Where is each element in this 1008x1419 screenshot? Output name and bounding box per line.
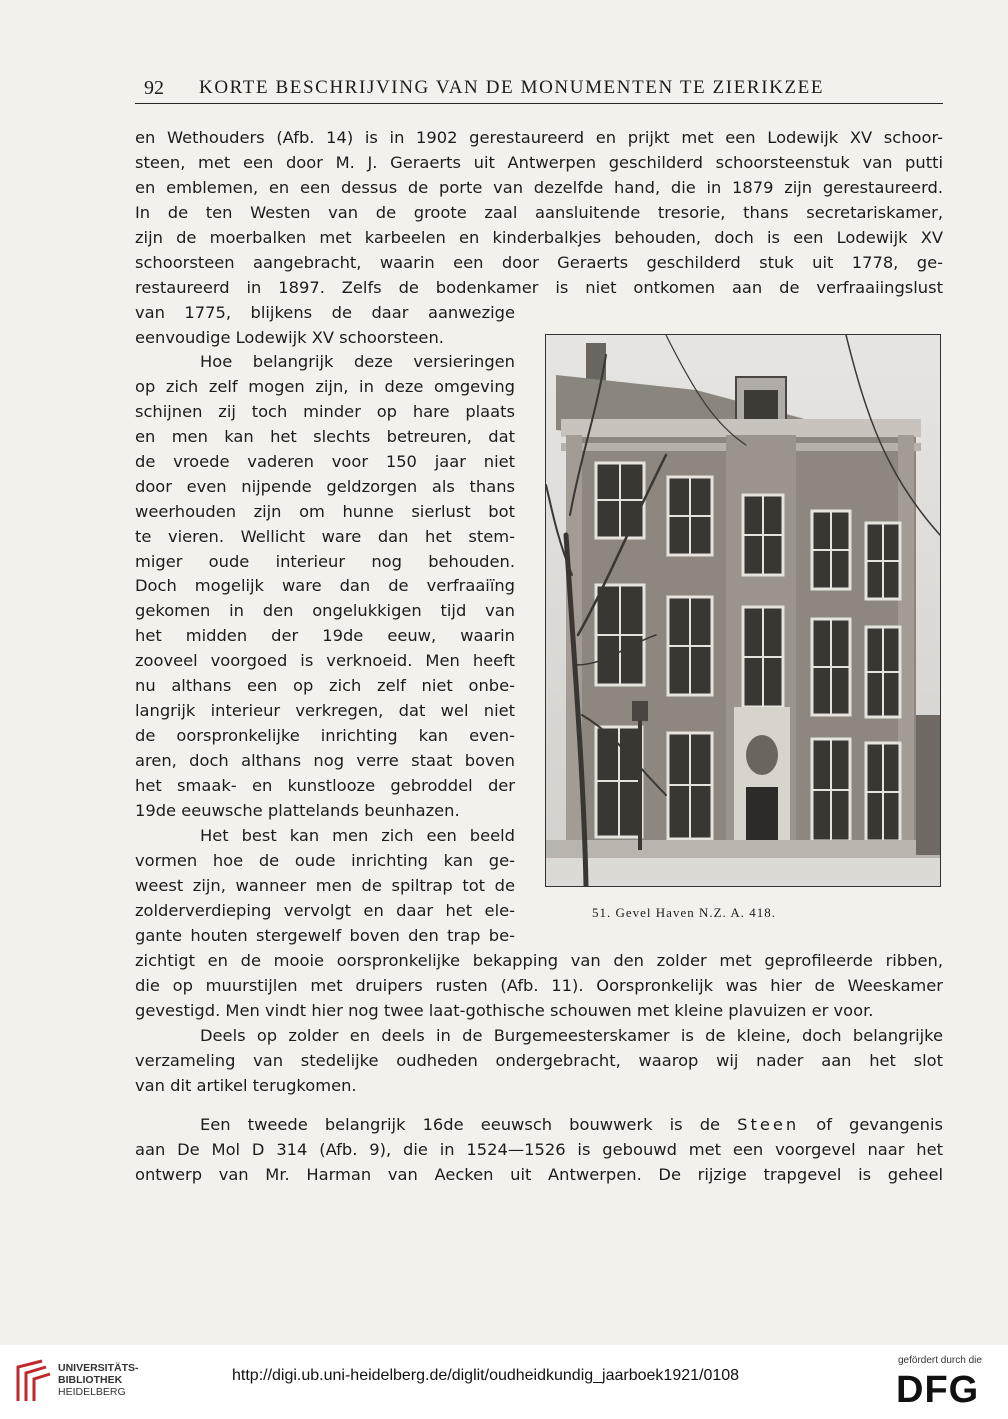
body-line: van 1775, blijkens de daar aanwezige	[135, 303, 515, 322]
body-line: nu althans een op zich zelf niet onbe-	[135, 676, 515, 695]
library-line: BIBLIOTHEK	[58, 1374, 123, 1386]
body-line: restaureerd in 1897. Zelfs de bodenkamer is niet ontkomen aan de verfraaiingslust	[135, 278, 943, 297]
body-line: door even nijpende geldzorgen als thans	[135, 477, 515, 496]
body-line: de oorspronkelijke inrichting kan even-	[135, 726, 515, 745]
text-segment: Een tweede belangrijk 16de eeuwsch bouwwerk is de	[200, 1115, 721, 1134]
body-line: het midden der 19de eeuw, waarin	[135, 626, 515, 645]
facade-illustration	[546, 335, 940, 886]
page-header	[135, 71, 943, 104]
body-line: en men kan het slechts betreuren, dat	[135, 427, 515, 446]
facade-photograph	[545, 334, 941, 887]
figure-caption: 51. Gevel Haven N.Z. A. 418.	[592, 905, 776, 920]
body-line: te vieren. Wellicht ware dan het stem-	[135, 527, 515, 546]
body-line: zolderverdieping vervolgt en daar het ele-	[135, 901, 515, 920]
body-line: schijnen zij toch minder op hare plaats	[135, 402, 515, 421]
emphasized-word: Steen	[737, 1115, 800, 1134]
body-line: schoorsteen aangebracht, waarin een door Geraerts geschilderd stuk uit 1778, ge-	[135, 253, 943, 272]
running-title: KORTE BESCHRIJVING VAN DE MONUMENTEN TE ZIERIKZEE	[199, 77, 825, 98]
body-line: steen, met een door M. J. Geraerts uit Antwerpen geschilderd schoorsteenstuk van putti	[135, 153, 943, 172]
body-line: verzameling van stedelijke oudheden ondergebracht, waarop wij nader aan het slot	[135, 1051, 943, 1070]
body-line: vormen hoe de oude inrichting kan ge-	[135, 851, 515, 870]
body-line: gekomen in den ongelukkigen tijd van	[135, 601, 515, 620]
body-line: gante houten stergewelf boven den trap be-	[135, 926, 515, 945]
university-library-logo	[12, 1357, 52, 1405]
body-line: van dit artikel terugkomen.	[135, 1076, 357, 1095]
body-line	[200, 1113, 943, 1138]
body-line: die op muurstijlen met druipers rusten (Afb. 11). Oorspronkelijk was hier de Weeskamer	[135, 976, 943, 995]
body-line: weerhouden zijn om hunne sierlust bot	[135, 502, 515, 521]
body-line: aren, doch althans nog verre staat boven	[135, 751, 515, 770]
body-line: aan De Mol D 314 (Afb. 9), die in 1524—1526 is gebouwd met een voorgevel naar het	[135, 1140, 943, 1159]
body-line: het smaak- en kunstlooze gebroddel der	[135, 776, 515, 795]
body-line: Doch mogelijk ware dan de verfraaiïng	[135, 576, 515, 595]
body-line: en emblemen, en een dessus de porte van dezelfde hand, die in 1879 zijn gerestaureerd.	[135, 178, 943, 197]
body-line: Het best kan men zich een beeld	[200, 826, 515, 845]
library-line: UNIVERSITÄTS-	[58, 1362, 139, 1374]
page-number: 92	[144, 77, 164, 99]
digital-library-link[interactable]: http://digi.ub.uni-heidelberg.de/diglit/oudheidkundig_jaarboek1921/0108	[232, 1367, 740, 1384]
body-line: zooveel voorgoed is verknoeid. Men heeft	[135, 651, 515, 670]
body-line: zichtigt en de mooie oorspronkelijke bekapping van den zolder met geprofileerde ribben,	[135, 951, 943, 970]
body-line: eenvoudige Lodewijk XV schoorsteen.	[135, 328, 444, 347]
text-segment: of gevangenis	[816, 1115, 944, 1134]
body-line: weest zijn, wanneer men de spiltrap tot de	[135, 876, 515, 895]
body-line: zijn de moerbalken met karbeelen en kinderbalkjes behouden, doch is een Lodewijk XV	[135, 228, 943, 247]
body-line: Hoe belangrijk deze versieringen	[200, 352, 515, 371]
body-line: miger oude interieur nog behouden.	[135, 552, 515, 571]
funded-by-label: gefördert durch die	[898, 1355, 982, 1366]
body-line: ontwerp van Mr. Harman van Aecken uit Antwerpen. De rijzige trapgevel is geheel	[135, 1165, 943, 1184]
library-line: HEIDELBERG	[58, 1386, 126, 1398]
body-line: Deels op zolder en deels in de Burgemeesterskamer is de kleine, doch belangrijke	[200, 1026, 943, 1045]
library-name	[58, 1362, 139, 1398]
body-line: langrijk interieur verkregen, dat wel niet	[135, 701, 515, 720]
body-line: 19de eeuwsche plattelands beunhazen.	[135, 801, 460, 820]
body-line: en Wethouders (Afb. 14) is in 1902 gerestaureerd en prijkt met een Lodewijk XV schoor-	[135, 128, 943, 147]
digitization-footer	[0, 1345, 1008, 1419]
body-line: gevestigd. Men vindt hier nog twee laat-gothische schouwen met kleine plavuizen er voor.	[135, 1001, 874, 1020]
body-line: In de ten Westen van de groote zaal aansluitende tresorie, thans secretariskamer,	[135, 203, 943, 222]
dfg-logo: DFG	[896, 1369, 980, 1411]
body-line: de vroede vaderen voor 150 jaar niet	[135, 452, 515, 471]
body-line: op zich zelf mogen zijn, in deze omgeving	[135, 377, 515, 396]
